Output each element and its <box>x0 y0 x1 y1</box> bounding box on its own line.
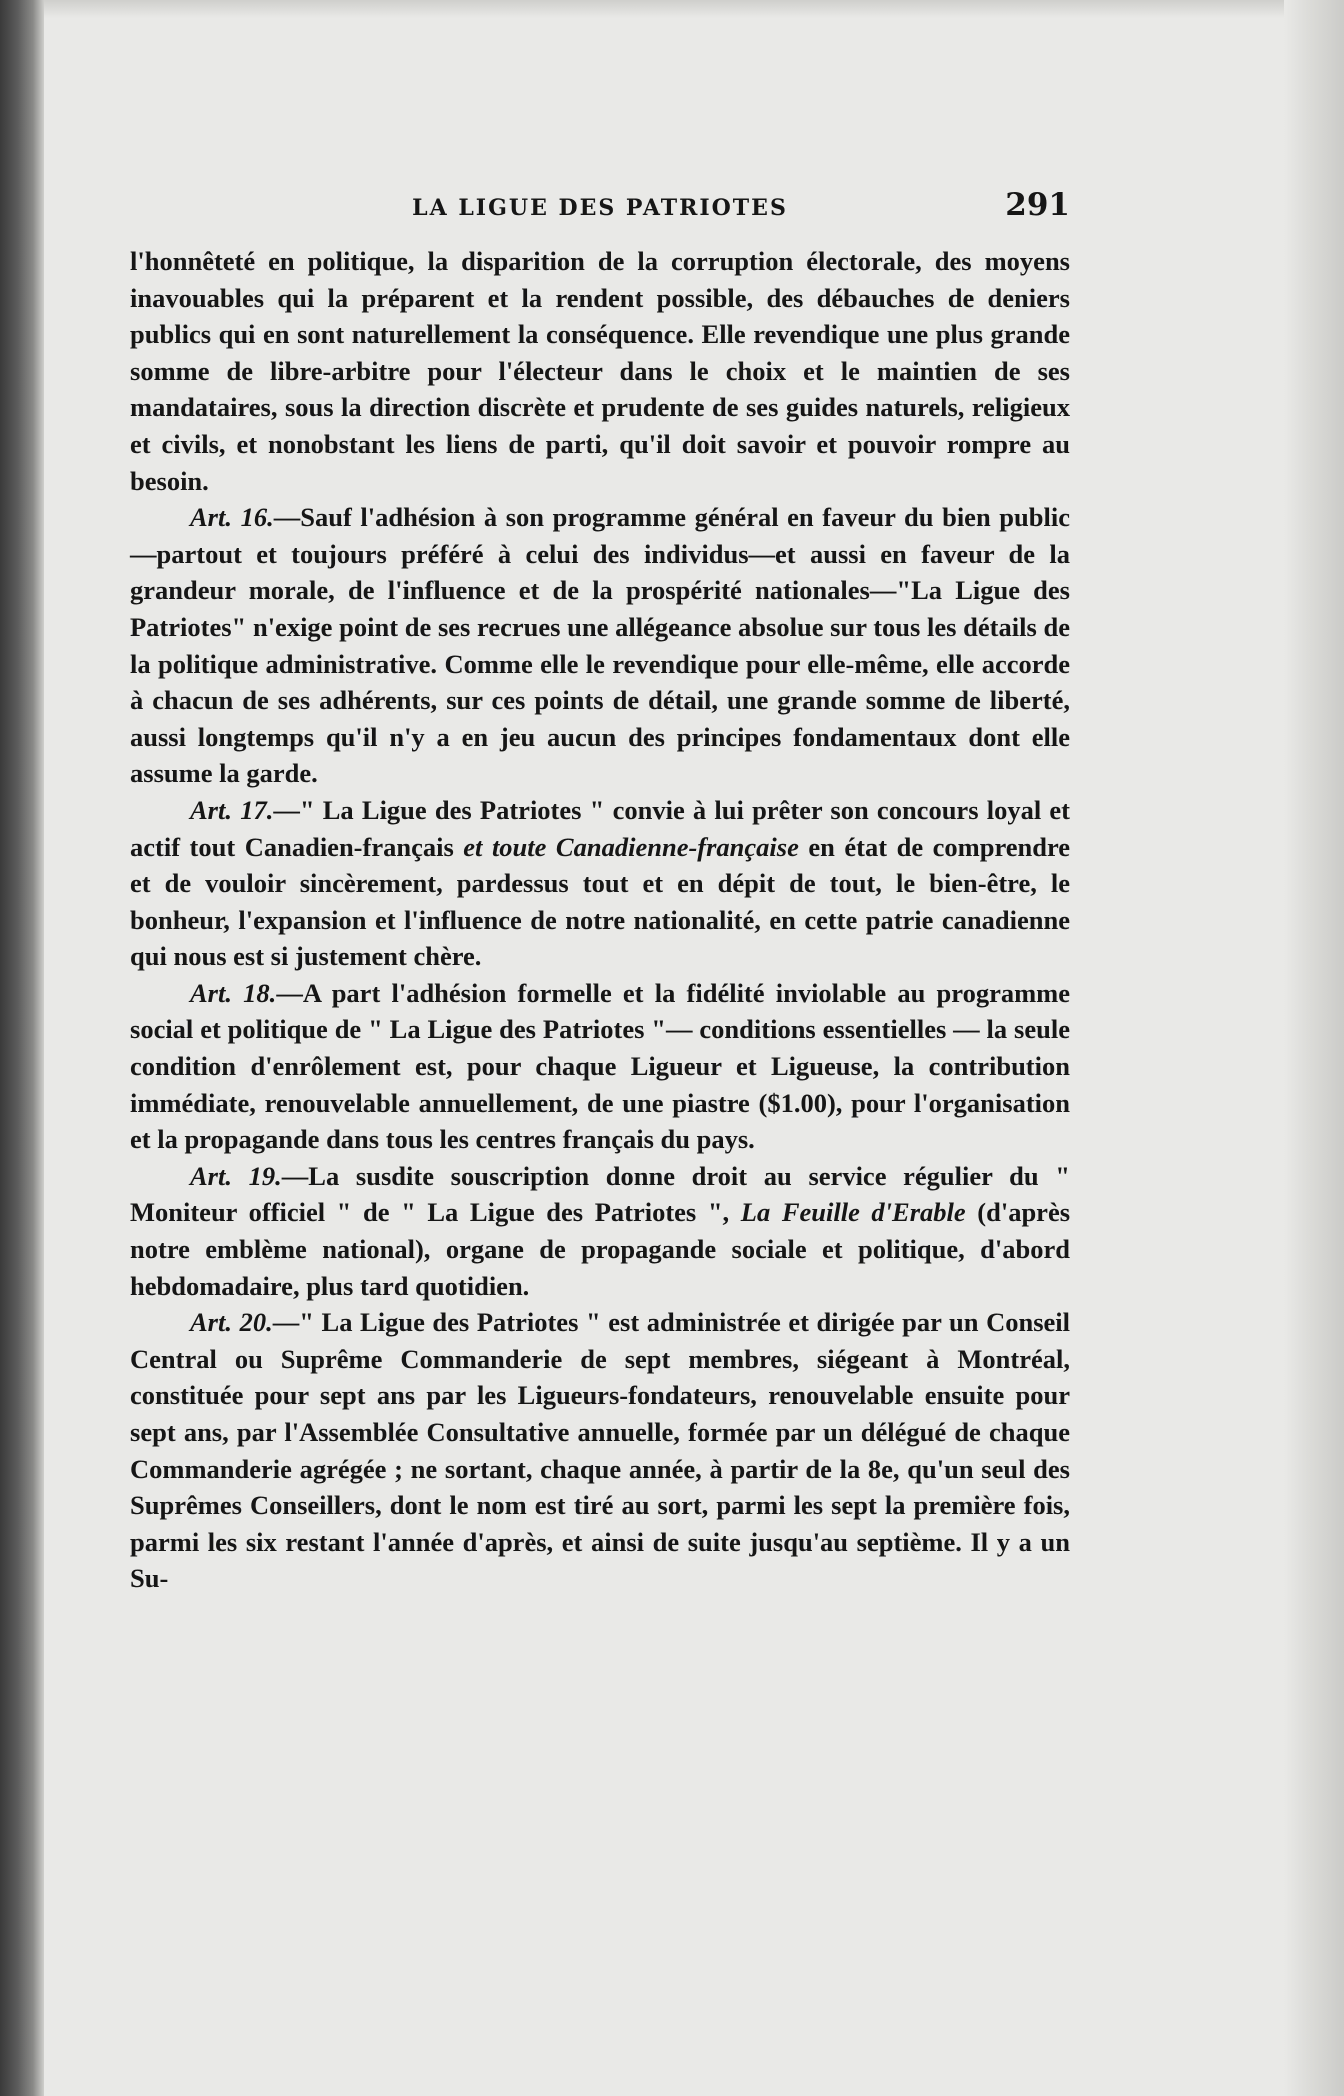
running-head <box>130 185 1070 235</box>
paragraph-text: (d'après notre emblème national), organe de propagande sociale et politique, d'abord hebdomadaire, plus tard quotidien. <box>130 1197 1071 1301</box>
article-label: Art. 16. <box>190 502 274 533</box>
article-label: Art. 17. <box>190 794 274 825</box>
paragraph-text: —A part l'adhésion formelle et la fidélité inviolable au programme social et politique de " La Ligue des Patriotes "— conditions essentielles — la seule condition d'enrôlement est, pour chaque Ligueur et Ligueuse, la contribution immédiate, renouvelable annuellement, de une piastre ($1.00), pour l'organisation et la propagande dans tous les centres français du pays. <box>130 977 1070 1155</box>
article-paragraph <box>130 792 1070 975</box>
scan-top-shadow <box>0 0 1344 18</box>
article-paragraph <box>130 1304 1070 1597</box>
italic-text: La Feuille d'Erable <box>740 1197 966 1228</box>
scan-binding-edge <box>0 0 44 2096</box>
paragraph <box>130 243 1070 499</box>
paragraph-text: —Sauf l'adhésion à son programme général en faveur du bien public—partout et toujours préféré à celui des individus—et aussi en faveur de la grandeur morale, de l'influence et de la prospérité nationales—"La Ligue des Patriotes" n'exige point de ses recrues une allégeance absolue sur tous les détails de la politique administrative. Comme elle le revendique pour elle-même, elle accorde à chacun de ses adhérents, sur ces points de détail, une grande somme de liberté, aussi longtemps qu'il n'y a en jeu aucun des principes fondamentaux dont elle assume la garde. <box>130 502 1070 789</box>
running-head-title: LA LIGUE DES PATRIOTES <box>412 195 788 221</box>
article-label: Art. 19. <box>190 1160 282 1191</box>
page-number: 291 <box>1005 187 1070 223</box>
article-label: Art. 20. <box>190 1307 273 1338</box>
italic-text: et toute Canadienne-française <box>463 831 799 862</box>
paragraph-text: l'honnêteté en politique, la disparition de la corruption électorale, des moyens inavouables qui la préparent et la rendent possible, des débauches de deniers publics qui en sont naturellement la conséquence. Elle revendique une plus grande somme de libre-arbitre pour l'électeur dans le choix et le maintien de ses mandataires, sous la direction discrète et prudente de ses guides naturels, religieux et civils, et nonobstant les liens de parti, qu'il doit savoir et pouvoir rompre au besoin. <box>130 246 1070 496</box>
paragraph-text: —" La Ligue des Patriotes " convie à lui prêter son concours loyal et actif tout Canadien-français <box>130 794 1070 862</box>
body-text <box>130 243 1070 1597</box>
book-page <box>130 185 1070 1597</box>
paragraph-text: en état de comprendre et de vouloir sincèrement, pardessus tout et en dépit de tout, le bien-être, le bonheur, l'expansion et l'influence de notre nationalité, en cette patrie canadienne qui nous est si justement chère. <box>130 831 1071 972</box>
article-paragraph <box>130 975 1070 1158</box>
scan-right-edge <box>1284 0 1344 2096</box>
article-paragraph <box>130 1158 1070 1304</box>
article-paragraph <box>130 499 1070 792</box>
article-label: Art. 18. <box>190 977 277 1008</box>
paragraph-text: —La susdite souscription donne droit au service régulier du " Moniteur officiel " de " La Ligue des Patriotes ", <box>130 1160 1070 1228</box>
paragraph-text: —" La Ligue des Patriotes " est administrée et dirigée par un Conseil Central ou Suprême Commanderie de sept membres, siégeant à Montréal, constituée pour sept ans par les Ligueurs-fondateurs, renouvelable ensuite pour sept ans, par l'Assemblée Consultative annuelle, formée par un délégué de chaque Commanderie agrégée ; ne sortant, chaque année, à partir de la 8e, qu'un seul des Suprêmes Conseillers, dont le nom est tiré au sort, parmi les sept la première fois, parmi les six restant l'année d'après, et ainsi de suite jusqu'au septième. Il y a un Su- <box>130 1307 1070 1594</box>
